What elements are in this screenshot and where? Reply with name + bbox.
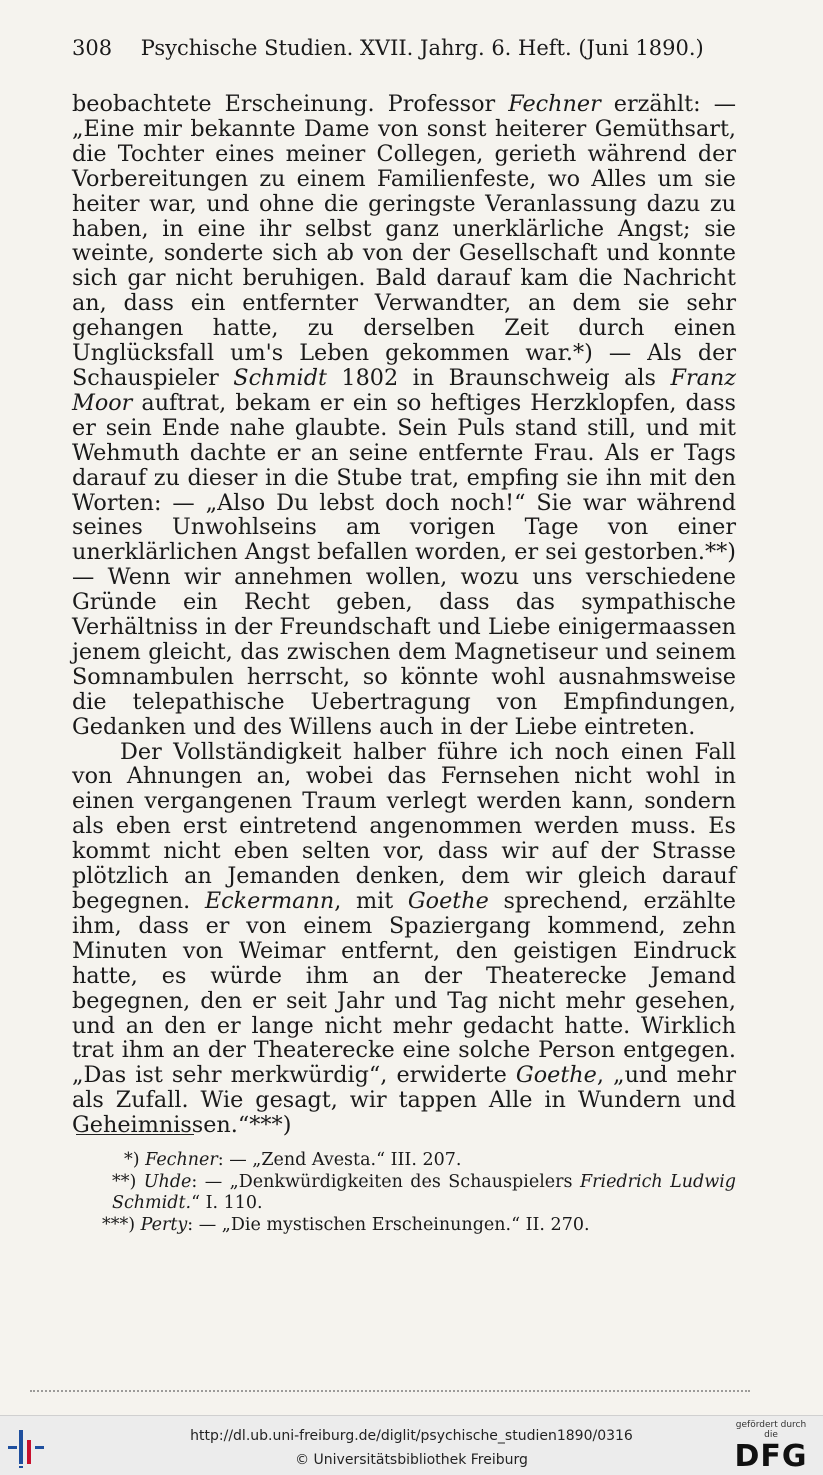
footnote-text: “ I. 110.	[191, 1193, 263, 1213]
paragraph	[72, 92, 736, 740]
body-text	[72, 92, 736, 1138]
footnote-text: : — „Denkwürdigkeiten des Schauspielers	[191, 1171, 580, 1192]
running-title: Psychische Studien. XVII. Jahrg. 6. Heft. (Juni 1890.)	[140, 36, 704, 60]
footnote	[72, 1172, 736, 1215]
footnote-author: Uhde	[143, 1171, 192, 1192]
paragraph	[72, 740, 736, 1139]
text-run: , „und mehr als Zufall. Wie gesagt, wir tappen Alle in Wundern und Geheimnissen.“***)	[72, 1062, 736, 1139]
footnote	[72, 1215, 736, 1237]
italic-name: Schmidt	[233, 364, 327, 391]
text-run: auftrat, bekam er ein so heftiges Herzklopfen, dass er sein Ende nahe glaubte. Sein Puls stand still, und mit Wehmuth dachte er an seine entfernte Frau. Als er Tags darauf zu dieser in die Stube trat, empfing sie ihn mit den Worten: — „Also Du lebst doch noch!“ Sie war während seines Unwohlseins am vorigen Tage von einer unerklärlichen Angst befallen worden, er sei gestorben.**) — Wenn wir annehmen wollen, wozu uns verschiedene Gründe ein Recht geben, dass das sympathische Verhältniss in der Freundschaft und Liebe einigermaassen jenem gleicht, das zwischen dem Magnetiseur und seinem Somnambulen herrscht, so könnte wohl ausnahmsweise die telepathische Uebertragung von Empfindungen, Gedanken und des Willens auch in der Liebe eintreten.	[72, 389, 736, 740]
italic-name: Fechner	[508, 91, 601, 117]
text-run: , mit	[334, 888, 408, 914]
italic-name: Franz Moor	[72, 364, 737, 416]
italic-name: Goethe	[515, 1062, 597, 1089]
footnote-mark: *)	[124, 1150, 146, 1170]
scan-artifact	[30, 1390, 750, 1396]
footnote-italic: Friedrich Ludwig Schmidt.	[112, 1171, 736, 1213]
footnote-author: Fechner	[145, 1150, 218, 1170]
text-run: beobachtete Erscheinung. Professor	[72, 91, 509, 117]
running-header	[72, 36, 732, 60]
footnote-text: : — „Die mystischen Erscheinungen.“ II. 270.	[187, 1214, 590, 1235]
text-run: 1802 in Braunschweig als	[326, 364, 671, 391]
permalink-url[interactable]: http://dl.ub.uni-freiburg.de/diglit/psychische_studien1890/0316	[190, 1428, 633, 1444]
footnotes	[72, 1150, 736, 1236]
footnote-mark: ***)	[102, 1214, 141, 1235]
page-number: 308	[72, 36, 113, 60]
footnote-mark: **)	[112, 1171, 144, 1192]
italic-name: Goethe	[407, 888, 489, 914]
footnote-author: Perty	[140, 1214, 188, 1235]
text-run: sprechend, erzählte ihm, dass er von einem Spaziergang kommend, zehn Minuten von Weimar entfernt, den geistigen Eindruck hatte, es würde ihm an der Theaterecke Jemand begegnen, den er seit Jahr und Tag nicht mehr gesehen, und an den er lange nicht mehr gedacht hatte. Wirklich trat ihm an der Theaterecke eine solche Person entgegen. „Das ist sehr merkwürdig“, erwiderte	[72, 888, 736, 1089]
footnote	[72, 1150, 736, 1172]
footer-bar	[0, 1415, 823, 1475]
dfg-caption: gefördert durch die	[735, 1420, 807, 1440]
text-run: erzählt: — „Eine mir bekannte Dame von sonst heiterer Gemüthsart, die Tochter eines meiner Collegen, gerieth während der Vorbereitungen zu einem Familienfeste, wo Alles um sie heiter war, und ohne die geringste Veranlassung dazu zu haben, in eine ihr selbst ganz unerklärliche Angst; sie weinte, sonderte sich ab von der Gesellschaft und konnte sich gar nicht beruhigen. Bald darauf kam die Nachricht an, dass ein entfernter Verwandter, an dem sie sehr gehangen hatte, zu derselben Zeit durch einen Unglücksfall um's Leben gekommen war.*) — Als der Schauspieler	[72, 91, 736, 391]
footnote-text: : — „Zend Avesta.“ III. 207.	[217, 1150, 462, 1170]
dfg-logo-text: DFG	[734, 1439, 808, 1474]
text-run: Der Vollständigkeit halber führe ich noch einen Fall von Ahnungen an, wobei das Fernsehen nicht wohl in einen vergangenen Traum verlegt werden kann, sondern als eben erst eintretend angenommen werden muss. Es kommt nicht eben selten vor, dass wir auf der Strasse plötzlich an Jemanden denken, dem wir gleich darauf begegnen.	[72, 738, 736, 914]
copyright-text: © Universitätsbibliothek Freiburg	[295, 1452, 528, 1468]
italic-name: Eckermann	[204, 888, 335, 914]
footnote-rule	[76, 1134, 194, 1135]
dfg-logo	[729, 1420, 813, 1474]
